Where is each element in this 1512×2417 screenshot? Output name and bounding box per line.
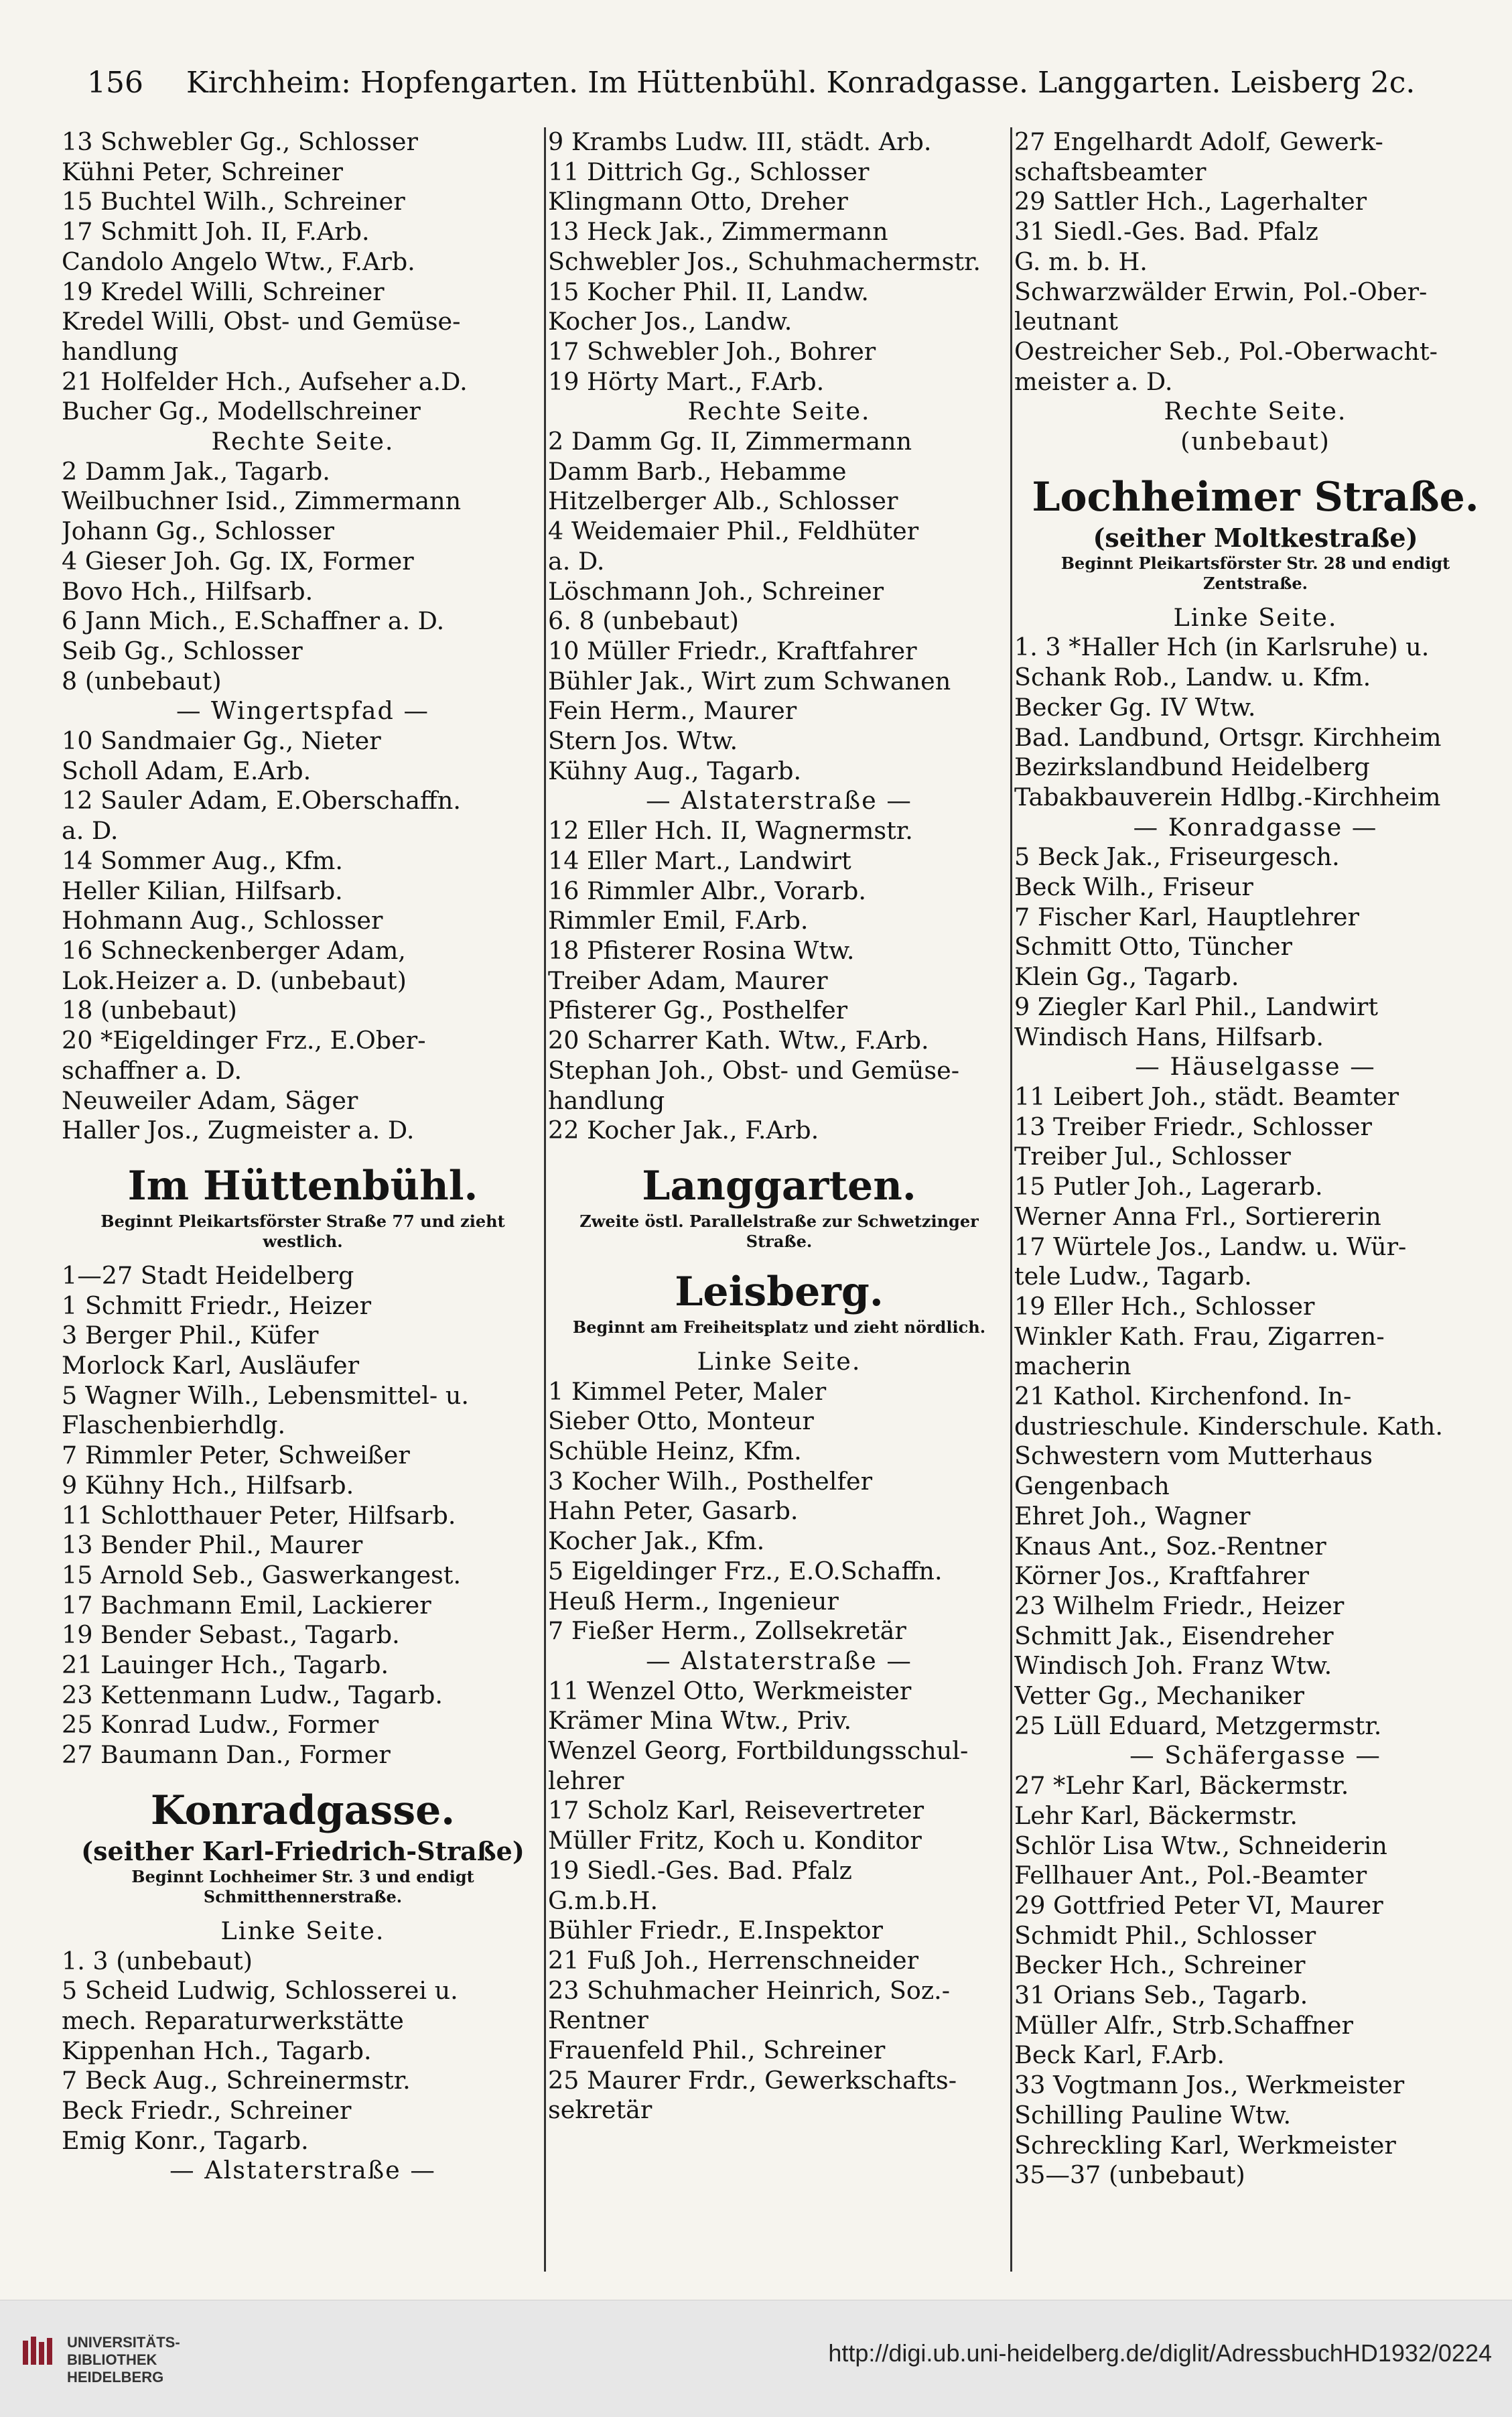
directory-entry: a. D. xyxy=(62,816,119,846)
directory-entry: 17 Schmitt Joh. II, F.Arb. xyxy=(62,217,370,247)
directory-entry: Werner Anna Frl., Sortiererin xyxy=(1014,1201,1381,1231)
directory-entry: 3 Berger Phil., Küfer xyxy=(62,1321,319,1350)
directory-entry: 3 Kocher Wilh., Posthelfer xyxy=(548,1466,873,1496)
section-label: — Alstaterstraße — xyxy=(169,2156,436,2185)
directory-entry: Kühny Aug., Tagarb. xyxy=(548,756,802,785)
directory-entry: 25 Konrad Ludw., Former xyxy=(62,1710,379,1740)
directory-entry: 19 Bender Sebast., Tagarb. xyxy=(62,1620,400,1650)
section-label: — Häuselgasse — xyxy=(1135,1052,1376,1082)
directory-entry: Schank Rob., Landw. u. Kfm. xyxy=(1014,663,1371,692)
directory-entry: 20 *Eigeldinger Frz., E.Ober- xyxy=(62,1026,426,1055)
directory-entry: 23 Kettenmann Ludw., Tagarb. xyxy=(62,1680,443,1709)
directory-entry: 23 Wilhelm Friedr., Heizer xyxy=(1014,1591,1345,1620)
directory-entry: Klein Gg., Tagarb. xyxy=(1014,962,1239,992)
directory-entry: 15 Arnold Seb., Gaswerkangest. xyxy=(62,1560,462,1589)
directory-entry: 27 Engelhardt Adolf, Gewerk- xyxy=(1014,127,1383,156)
directory-entry: 2 Damm Jak., Tagarb. xyxy=(62,456,330,486)
directory-entry: 21 Lauinger Hch., Tagarb. xyxy=(62,1650,389,1680)
street-heading: Im Hüttenbühl. xyxy=(127,1162,478,1210)
directory-entry: 14 Sommer Aug., Kfm. xyxy=(62,846,343,875)
directory-entry: Fein Herm., Maurer xyxy=(548,696,797,726)
directory-entry: 12 Eller Hch. II, Wagnermstr. xyxy=(548,816,913,846)
directory-entry: 25 Lüll Eduard, Metzgermstr. xyxy=(1014,1711,1382,1740)
library-name xyxy=(67,2334,214,2386)
section-label: — Wingertspfad — xyxy=(176,696,430,726)
directory-entry: 7 Beck Aug., Schreinermstr. xyxy=(62,2066,411,2095)
directory-entry: Kippenhan Hch., Tagarb. xyxy=(62,2036,372,2065)
directory-entry: Löschmann Joh., Schreiner xyxy=(548,576,884,606)
directory-entry: 21 Kathol. Kirchenfond. In- xyxy=(1014,1382,1352,1411)
directory-entry: Windisch Joh. Franz Wtw. xyxy=(1014,1651,1332,1681)
directory-entry: 7 Fischer Karl, Hauptlehrer xyxy=(1014,902,1359,931)
directory-entry: 16 Rimmler Albr., Vorarb. xyxy=(548,876,866,905)
directory-entry: 7 Rimmler Peter, Schweißer xyxy=(62,1441,410,1470)
directory-entry: mech. Reparaturwerkstätte xyxy=(62,2006,404,2035)
section-label: — Konradgasse — xyxy=(1133,812,1378,842)
source-url-link[interactable]: http://digi.ub.uni-heidelberg.de/diglit/AdressbuchHD1932/0224 xyxy=(828,2339,1492,2367)
directory-entry: 10 Sandmaier Gg., Nieter xyxy=(62,726,381,756)
directory-entry: tele Ludw., Tagarb. xyxy=(1014,1262,1252,1291)
directory-entry: Schilling Pauline Wtw. xyxy=(1014,2100,1292,2130)
directory-entry: 13 Bender Phil., Maurer xyxy=(62,1530,363,1560)
footer-bar xyxy=(0,2300,1512,2417)
directory-entry: 1. 3 *Haller Hch (in Karlsruhe) u. xyxy=(1014,633,1430,662)
directory-entry: Hohmann Aug., Schlosser xyxy=(62,906,383,935)
directory-entry: Fellhauer Ant., Pol.-Beamter xyxy=(1014,1861,1367,1890)
directory-entry: 35—37 (unbebaut) xyxy=(1014,2160,1245,2190)
directory-entry: Beck Karl, F.Arb. xyxy=(1014,2040,1225,2070)
street-heading: Konradgasse. xyxy=(150,1786,456,1834)
directory-entry: 13 Heck Jak., Zimmermann xyxy=(548,217,888,247)
directory-entry: 5 Wagner Wilh., Lebensmittel- u. xyxy=(62,1380,469,1410)
page-header xyxy=(87,64,1427,102)
directory-entry: 31 Orians Seb., Tagarb. xyxy=(1014,1981,1308,2010)
directory-entry: Bovo Hch., Hilfsarb. xyxy=(62,576,314,606)
directory-entry: 13 Schwebler Gg., Schlosser xyxy=(62,127,418,156)
column-divider xyxy=(1010,127,1012,2272)
street-description: Zweite östl. Parallelstraße zur Schwetzinger Straße. xyxy=(579,1211,979,1251)
street-description: Beginnt Lochheimer Str. 3 und endigt Schmitthennerstraße. xyxy=(131,1866,474,1906)
directory-entry: 7 Fießer Herm., Zollsekretär xyxy=(548,1616,906,1646)
directory-entry: 18 (unbebaut) xyxy=(62,996,237,1025)
street-description: Beginnt Pleikartsförster Str. 28 und endigt Zentstraße. xyxy=(1060,553,1450,593)
section-label: — Alstaterstraße — xyxy=(646,1646,912,1675)
directory-entry: 25 Maurer Frdr., Gewerkschafts- xyxy=(548,2065,957,2095)
directory-entry: 2 Damm Gg. II, Zimmermann xyxy=(548,427,912,456)
directory-entry: 21 Holfelder Hch., Aufseher a.D. xyxy=(62,367,468,396)
directory-entry: Krämer Mina Wtw., Priv. xyxy=(548,1706,852,1736)
directory-entry: Kühni Peter, Schreiner xyxy=(62,157,343,186)
section-label: Linke Seite. xyxy=(1173,602,1338,632)
directory-entry: Winkler Kath. Frau, Zigarren- xyxy=(1014,1321,1385,1351)
directory-entry: Becker Gg. IV Wtw. xyxy=(1014,692,1256,722)
directory-entry: Stern Jos. Wtw. xyxy=(548,726,738,756)
directory-entry: Frauenfeld Phil., Schreiner xyxy=(548,2036,886,2065)
directory-entry: 29 Sattler Hch., Lagerhalter xyxy=(1014,187,1367,216)
directory-entry: Weilbuchner Isid., Zimmermann xyxy=(62,486,462,516)
page-number: 156 xyxy=(87,66,143,100)
directory-entry: Hahn Peter, Gasarb. xyxy=(548,1496,799,1526)
directory-entry: Bad. Landbund, Ortsgr. Kirchheim xyxy=(1014,722,1442,752)
street-former-name: (seither Moltkestraße) xyxy=(1093,522,1418,553)
library-name-line: HEIDELBERG xyxy=(67,2369,164,2386)
directory-entry: Ehret Joh., Wagner xyxy=(1014,1501,1251,1530)
directory-entry: Neuweiler Adam, Säger xyxy=(62,1086,358,1115)
directory-entry: Lok.Heizer a. D. (unbebaut) xyxy=(62,966,407,995)
directory-entry: 9 Ziegler Karl Phil., Landwirt xyxy=(1014,992,1379,1021)
directory-entry: Schwestern vom Mutterhaus xyxy=(1014,1441,1373,1471)
directory-entry: 17 Scholz Karl, Reisevertreter xyxy=(548,1796,924,1825)
directory-entry: Haller Jos., Zugmeister a. D. xyxy=(62,1116,415,1145)
directory-entry: Schwebler Jos., Schuhmachermstr. xyxy=(548,247,981,276)
section-label: Rechte Seite. xyxy=(1164,397,1347,426)
directory-entry: 21 Fuß Joh., Herrenschneider xyxy=(548,1945,919,1975)
directory-entry: Rimmler Emil, F.Arb. xyxy=(548,906,809,935)
directory-entry: Tabakbauverein Hdlbg.-Kirchheim xyxy=(1014,782,1441,811)
directory-entry: Knaus Ant., Soz.-Rentner xyxy=(1014,1531,1326,1561)
directory-entry: Treiber Adam, Maurer xyxy=(548,966,828,995)
directory-entry: schaffner a. D. xyxy=(62,1055,243,1085)
section-label: (unbebaut) xyxy=(1180,427,1330,456)
directory-entry: meister a. D. xyxy=(1014,367,1173,396)
directory-entry: G.m.b.H. xyxy=(548,1886,659,1915)
directory-entry: lehrer xyxy=(548,1766,624,1795)
directory-entry: Pfisterer Gg., Posthelfer xyxy=(548,996,848,1025)
directory-entry: 19 Eller Hch., Schlosser xyxy=(1014,1291,1315,1321)
directory-entry: Beck Wilh., Friseur xyxy=(1014,872,1253,902)
directory-entry: 19 Kredel Willi, Schreiner xyxy=(62,277,385,306)
directory-entry: Johann Gg., Schlosser xyxy=(62,517,334,546)
directory-entry: Schüble Heinz, Kfm. xyxy=(548,1437,802,1466)
directory-entry: 17 Schwebler Joh., Bohrer xyxy=(548,336,876,366)
directory-entry: Klingmann Otto, Dreher xyxy=(548,187,848,216)
directory-entry: Hitzelberger Alb., Schlosser xyxy=(548,486,898,516)
directory-entry: 11 Leibert Joh., städt. Beamter xyxy=(1014,1082,1399,1111)
directory-entry: sekretär xyxy=(548,2095,652,2125)
running-title: Kirchheim: Hopfengarten. Im Hüttenbühl. Konradgasse. Langgarten. Leisberg 2c. xyxy=(186,66,1416,100)
directory-entry: 6. 8 (unbebaut) xyxy=(548,606,740,636)
directory-entry: 14 Eller Mart., Landwirt xyxy=(548,846,851,875)
library-name-line: BIBLIOTHEK xyxy=(67,2351,157,2368)
directory-entry: 19 Hörty Mart., F.Arb. xyxy=(548,367,825,396)
directory-entry: 1—27 Stadt Heidelberg xyxy=(62,1260,354,1290)
directory-entry: 5 Eigeldinger Frz., E.O.Schaffn. xyxy=(548,1556,943,1585)
directory-entry: Seib Gg., Schlosser xyxy=(62,636,303,665)
directory-entry: Flaschenbierhdlg. xyxy=(62,1411,286,1440)
directory-entry: Kredel Willi, Obst- und Gemüse- xyxy=(62,307,461,336)
directory-entry: 29 Gottfried Peter VI, Maurer xyxy=(1014,1890,1383,1920)
directory-entry: G. m. b. H. xyxy=(1014,247,1148,276)
directory-entry: 4 Gieser Joh. Gg. IX, Former xyxy=(62,546,414,576)
directory-entry: 9 Kühny Hch., Hilfsarb. xyxy=(62,1470,354,1500)
directory-entry: 16 Schneckenberger Adam, xyxy=(62,935,406,965)
directory-entry: 19 Siedl.-Ges. Bad. Pfalz xyxy=(548,1855,852,1885)
directory-entry: Bühler Jak., Wirt zum Schwanen xyxy=(548,666,951,696)
directory-entry: Treiber Jul., Schlosser xyxy=(1014,1142,1291,1171)
directory-entry: Gengenbach xyxy=(1014,1472,1170,1501)
directory-entry: 18 Pfisterer Rosina Wtw. xyxy=(548,935,855,965)
directory-entry: Scholl Adam, E.Arb. xyxy=(62,756,312,785)
directory-entry: Bucher Gg., Modellschreiner xyxy=(62,397,421,426)
street-heading: Lochheimer Straße. xyxy=(1032,473,1479,521)
directory-entry: 15 Buchtel Wilh., Schreiner xyxy=(62,187,405,216)
directory-entry: Bezirkslandbund Heidelberg xyxy=(1014,753,1370,782)
directory-entry: 11 Schlotthauer Peter, Hilfsarb. xyxy=(62,1500,456,1530)
directory-entry: Wenzel Georg, Fortbildungsschul- xyxy=(548,1736,969,1766)
directory-entry: 27 *Lehr Karl, Bäckermstr. xyxy=(1014,1771,1349,1801)
street-description: Beginnt Pleikartsförster Straße 77 und zieht westlich. xyxy=(100,1211,505,1251)
directory-entry: 13 Treiber Friedr., Schlosser xyxy=(1014,1112,1372,1141)
directory-entry: Sieber Otto, Monteur xyxy=(548,1407,814,1436)
directory-entry: 11 Dittrich Gg., Schlosser xyxy=(548,157,870,186)
directory-entry: Damm Barb., Hebamme xyxy=(548,456,847,486)
library-logo-icon xyxy=(20,2333,60,2373)
directory-entry: 9 Krambs Ludw. III, städt. Arb. xyxy=(548,127,932,156)
directory-entry: Becker Hch., Schreiner xyxy=(1014,1951,1306,1980)
directory-entry: Kocher Jak., Kfm. xyxy=(548,1526,765,1556)
directory-entry: Windisch Hans, Hilfsarb. xyxy=(1014,1022,1324,1051)
directory-entry: Vetter Gg., Mechaniker xyxy=(1014,1681,1304,1711)
directory-entry: Schreckling Karl, Werkmeister xyxy=(1014,2130,1396,2160)
directory-entry: 15 Putler Joh., Lagerarb. xyxy=(1014,1172,1323,1201)
directory-entry: 22 Kocher Jak., F.Arb. xyxy=(548,1116,819,1145)
directory-entry: Schlör Lisa Wtw., Schneiderin xyxy=(1014,1831,1387,1860)
directory-entry: 6 Jann Mich., E.Schaffner a. D. xyxy=(62,606,445,636)
directory-entry: Beck Friedr., Schreiner xyxy=(62,2096,352,2126)
directory-entry: 27 Baumann Dan., Former xyxy=(62,1740,391,1770)
directory-entry: Emig Konr., Tagarb. xyxy=(62,2126,309,2155)
directory-entry: Candolo Angelo Wtw., F.Arb. xyxy=(62,247,415,276)
column-divider xyxy=(544,127,546,2272)
directory-column-1 xyxy=(62,127,544,2186)
library-name-line: UNIVERSITÄTS- xyxy=(67,2334,180,2351)
directory-entry: Schmidt Phil., Schlosser xyxy=(1014,1920,1316,1950)
directory-entry: handlung xyxy=(548,1086,665,1115)
directory-entry: 17 Bachmann Emil, Lackierer xyxy=(62,1590,431,1620)
directory-entry: Oestreicher Seb., Pol.-Oberwacht- xyxy=(1014,336,1438,366)
section-label: Rechte Seite. xyxy=(211,427,395,456)
directory-entry: Heller Kilian, Hilfsarb. xyxy=(62,876,343,905)
directory-entry: 1 Schmitt Friedr., Heizer xyxy=(62,1291,372,1320)
directory-entry: macherin xyxy=(1014,1352,1131,1381)
section-label: — Schäfergasse — xyxy=(1129,1741,1381,1770)
directory-entry: Schmitt Jak., Eisendreher xyxy=(1014,1621,1334,1650)
directory-entry: a. D. xyxy=(548,546,605,576)
directory-entry: Schwarzwälder Erwin, Pol.-Ober- xyxy=(1014,277,1428,306)
directory-entry: 4 Weidemaier Phil., Feldhüter xyxy=(548,517,919,546)
directory-entry: 12 Sauler Adam, E.Oberschaffn. xyxy=(62,786,462,815)
directory-entry: Schmitt Otto, Tüncher xyxy=(1014,932,1292,962)
street-former-name: (seither Karl-Friedrich-Straße) xyxy=(81,1835,525,1866)
directory-entry: 31 Siedl.-Ges. Bad. Pfalz xyxy=(1014,217,1318,247)
directory-entry: 23 Schuhmacher Heinrich, Soz.- xyxy=(548,1975,951,2005)
directory-entry: 17 Würtele Jos., Landw. u. Wür- xyxy=(1014,1232,1407,1261)
directory-entry: 5 Scheid Ludwig, Schlosserei u. xyxy=(62,1976,458,2006)
directory-column-2 xyxy=(548,127,1010,2126)
directory-entry: Kocher Jos., Landw. xyxy=(548,307,793,336)
directory-entry: 1. 3 (unbebaut) xyxy=(62,1946,253,1975)
directory-entry: 1 Kimmel Peter, Maler xyxy=(548,1376,827,1406)
directory-entry: dustrieschule. Kinderschule. Kath. xyxy=(1014,1411,1443,1441)
directory-entry: 8 (unbebaut) xyxy=(62,666,222,696)
directory-entry: Müller Alfr., Strb.Schaffner xyxy=(1014,2010,1353,2040)
directory-entry: 15 Kocher Phil. II, Landw. xyxy=(548,277,869,306)
directory-entry: schaftsbeamter xyxy=(1014,157,1207,186)
directory-entry: Stephan Joh., Obst- und Gemüse- xyxy=(548,1055,960,1085)
directory-column-3 xyxy=(1014,127,1497,2191)
directory-entry: handlung xyxy=(62,336,179,366)
street-description: Beginnt am Freiheitsplatz und zieht nördlich. xyxy=(572,1317,986,1337)
directory-entry: 10 Müller Friedr., Kraftfahrer xyxy=(548,636,917,665)
section-label: Linke Seite. xyxy=(697,1346,862,1376)
directory-entry: 11 Wenzel Otto, Werkmeister xyxy=(548,1676,912,1705)
directory-entry: Rentner xyxy=(548,2006,648,2035)
directory-entry: leutnant xyxy=(1014,307,1118,336)
directory-entry: Lehr Karl, Bäckermstr. xyxy=(1014,1801,1298,1830)
section-label: Rechte Seite. xyxy=(687,397,871,426)
directory-entry: Heuß Herm., Ingenieur xyxy=(548,1586,839,1616)
directory-entry: Müller Fritz, Koch u. Konditor xyxy=(548,1826,922,1855)
street-heading: Langgarten. xyxy=(642,1162,916,1210)
directory-entry: Bühler Friedr., E.Inspektor xyxy=(548,1916,883,1945)
street-heading: Leisberg. xyxy=(675,1268,884,1315)
directory-entry: Körner Jos., Kraftfahrer xyxy=(1014,1561,1309,1591)
section-label: Linke Seite. xyxy=(220,1916,385,1945)
directory-entry: Morlock Karl, Ausläufer xyxy=(62,1351,360,1380)
directory-entry: 5 Beck Jak., Friseurgesch. xyxy=(1014,842,1340,872)
section-label: — Alstaterstraße — xyxy=(646,786,912,815)
directory-entry: 20 Scharrer Kath. Wtw., F.Arb. xyxy=(548,1026,929,1055)
directory-entry: 33 Vogtmann Jos., Werkmeister xyxy=(1014,2071,1405,2100)
